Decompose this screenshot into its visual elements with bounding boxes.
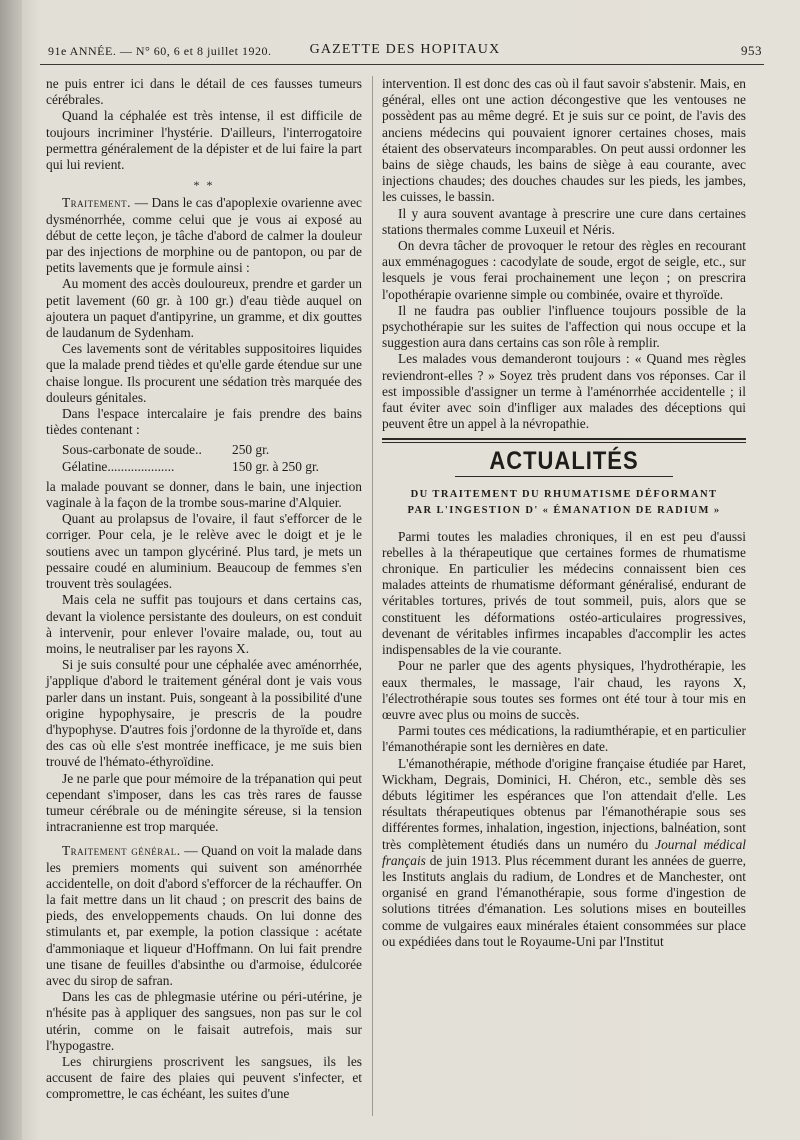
- article-title-line: PAR L'INGESTION D' « ÉMANATION DE RADIUM »: [407, 504, 721, 516]
- title-rule: [455, 476, 673, 477]
- issue-info: 91e ANNÉE. — N° 60, 6 et 8 juillet 1920.: [48, 44, 272, 58]
- page-number: 953: [741, 43, 762, 58]
- formula-line: [62, 442, 362, 458]
- paragraph: [46, 195, 362, 276]
- journal-name: Journal médical français: [382, 836, 746, 868]
- paragraph: Parmi toutes ces médications, la radiumthérapie, et en particulier l'émanothérapie sont les dernières en date.: [382, 723, 746, 755]
- paragraph: Pour ne parler que des agents physiques, l'hydrothérapie, les eaux thermales, le massage, l'air chaud, les rayons X, l'électrothérapie sous toutes ses formes ont été tour à tour mis en œuvre avec plus ou moins de succès.: [382, 658, 746, 722]
- formula-ingredient: Sous-carbonate de soude..: [62, 442, 202, 458]
- paragraph: Dans l'espace intercalaire je fais prendre des bains tièdes contenant :: [46, 406, 362, 438]
- treatment-heading: Traitement.: [62, 195, 132, 211]
- formula-ingredient: Gélatine....................: [62, 458, 175, 474]
- paragraph-text: — Dans le cas d'apoplexie ovarienne avec dysménorrhée, comme celui que je vous ai exposé au début de cette leçon, je tâche d'abord de calmer la douleur par des injections de morphine ou de pantopon, ou par de petits lavements que je formule ainsi :: [46, 195, 362, 276]
- article-title-line: DU TRAITEMENT DU RHUMATISME DÉFORMANT: [410, 488, 718, 500]
- section-stars: * *: [193, 178, 215, 193]
- right-column: [382, 76, 746, 950]
- paragraph: Dans les cas de phlegmasie utérine ou péri-utérine, je n'hésite pas à appliquer des sangsues, non pas sur le col utérin, comme on le faisait autrefois, mais sur l'hypogastre.: [46, 989, 362, 1053]
- formula-dose: 250 gr.: [232, 442, 270, 458]
- paragraph: Il y aura souvent avantage à prescrire une cure dans certaines stations thermales comme Luxeuil et Néris.: [382, 205, 746, 237]
- formula: [62, 442, 362, 474]
- paragraph-text: de juin 1913. Plus récemment durant les années de guerre, les Instituts anglais du radium, de Londres et de Manchester, ont organisé en grand l'émanothérapie, sous forme d'ingestion de solutions titrées d'émanation. Les solutions mises en bouteilles comme de vulgaires eaux minérales étaient consommées sur place ou expédiées dans tout le Royaume-Uni par l'Institut: [382, 852, 746, 949]
- left-column: [46, 76, 362, 1103]
- paragraph: intervention. Il est donc des cas où il faut savoir s'abstenir. Mais, en général, elles ont une action décongestive que les ventouses ne possèdent pas au même degré. Et je suis sur ce point, de l'avis des anciens médecins qui pouvaient ignorer certaines choses, mais étaient des observateurs incomparables. On peut aussi ordonner les bains de siège chauds, les bains de siège à eau courante, avec injections chaudes; des douches chaudes sur les pieds, les jambes, les cuisses, le bassin.: [382, 76, 746, 205]
- paragraph: Au moment des accès douloureux, prendre et garder un petit lavement (60 gr. à 100 gr.) d'eau tiède auquel on ajoutera un paquet d'antipyrine, un gramme, et dix gouttes de laudanum de Sydenham.: [46, 276, 362, 341]
- paragraph: On devra tâcher de provoquer le retour des règles en recourant aux emménagogues : cacodylate de soude, ergot de seigle, etc., sur lesquels je vous ferai prochainement une leçon ; on prescrira l'opothérapie ovarienne simple ou combinée, ovaire et thyroïde.: [382, 238, 746, 302]
- page-header: [48, 40, 762, 62]
- paragraph: Quant au prolapsus de l'ovaire, il faut s'efforcer de le corriger. Pour cela, je le relève avec le doigt et je le soutiens avec un tampon glycériné. Plus tard, je mets un pessaire coudé en aluminium. Beaucoup de femmes s'en trouvent très soulagées.: [46, 511, 362, 592]
- formula-dose: 150 gr. à 250 gr.: [232, 458, 320, 474]
- paragraph: Il ne faudra pas oublier l'influence toujours possible de la psychothérapie sur les suites de l'affection qui nous occupe et la suggestion aura dans certains cas son rôle à remplir.: [382, 302, 746, 351]
- paragraph: Quand la céphalée est très intense, il est difficile de toujours incriminer l'hystérie. D'ailleurs, l'interrogatoire permettra généralement de la dépister et de lui faire la part qui lui revient.: [46, 108, 362, 173]
- paragraph: Mais cela ne suffit pas toujours et dans certains cas, devant la violence persistante des douleurs, on est conduit à intervenir, pour enlever l'ovaire malade, ou, tout au moins, le neutraliser par les rayons X.: [46, 592, 362, 656]
- header-rule: [40, 64, 764, 65]
- paragraph: Les malades vous demanderont toujours : « Quand mes règles reviendront-elles ? » Soyez très prudent dans vos réponses. Car il est impossible d'assigner un terme à l'aménorrhée accidentelle ; il faut éviter avec soin d'infliger aux malades des déceptions qui peuvent être un appel à la névropathie.: [382, 351, 746, 432]
- paragraph: Ces lavements sont de véritables suppositoires liquides que la malade prend tièdes et qu'elle garde étendue sur une chaise longue. Ils procurent une sédation très marquée des douleurs génitales.: [46, 341, 362, 405]
- paragraph: Si je suis consulté pour une céphalée avec aménorrhée, j'applique d'abord le traitement général dont je vais vous parler dans un instant. Puis, songeant à la possibilité d'une origine hypophysaire, je prescris de la poudre d'hypophyse. D'autres fois j'ordonne de la thyroïde et, dans des cas où elle s'est montrée inefficace, je me suis bien trouvé de l'hémato-éthyroïdine.: [46, 657, 362, 770]
- paragraph: [46, 843, 362, 989]
- paragraph: la malade pouvant se donner, dans le bain, une injection vaginale à la façon de la trombe sous-marine d'Alquier.: [46, 478, 362, 511]
- paragraph: ne puis entrer ici dans le détail de ces fausses tumeurs cérébrales.: [46, 76, 362, 108]
- paragraph: Les chirurgiens proscrivent les sangsues, ils les accusent de faire des plaies qui peuvent s'infecter, et compromettre, le cas échéant, les suites d'une: [46, 1053, 362, 1102]
- section-title: ACTUALITÉS: [489, 446, 639, 476]
- formula-line: [62, 459, 362, 475]
- paragraph: [382, 756, 746, 950]
- journal-title: GAZETTE DES HOPITAUX: [309, 42, 501, 57]
- general-treatment-heading: Traitement général.: [62, 843, 181, 859]
- section-rule: [382, 438, 746, 443]
- paragraph: Parmi toutes les maladies chroniques, il en est peu d'aussi rebelles à la thérapeutique que certaines formes de rhumatisme chronique. En particulier les médecins connaissent bien ces malades atteints de rhumatisme déformant généralisé, endurant de véritables tortures, privés de tout sommeil, puis, alors que se constituent les déformations ostéo-articulaires progressives, devenant de véritables infirmes incapables d'accomplir les actes indispensables de la vie courante.: [382, 528, 746, 658]
- column-divider: [372, 76, 373, 1116]
- paragraph-text: L'émanothérapie, méthode d'origine française étudiée par Haret, Wickham, Degrais, Dominici, H. Chéron, etc., semble dès ses débuts légitimer les espérances que l'on attendait d'elle. Les résultats thérapeutiques obtenus par l'émanothérapie sous ses différentes formes, inhalation, ingestion, injections, balnéation, sont très complètement étudiés dans un numéro du: [382, 755, 746, 852]
- paragraph-text: — Quand on voit la malade dans les premiers moments qui suivent son aménorrhée accidentelle, on doit d'abord s'efforcer de la réchauffer. On la fait mettre dans un lit chaud ; on prescrit des bains de pieds, des enveloppements chauds. On lui donne des stimulants et, par exemple, la potion classique : acétate d'ammoniaque et liqueur d'Hoffmann. On lui fait prendre une tisane de feuilles d'absinthe ou d'armoise, édulcorée avec du sirop de safran.: [46, 843, 362, 988]
- paragraph: Je ne parle que pour mémoire de la trépanation qui peut cependant s'imposer, dans les cas très rares de fausse tumeur cérébrale ou de méningite séreuse, si la tension intracranienne est trop marquée.: [46, 770, 362, 835]
- article-title: [382, 487, 746, 519]
- binding-shadow: [0, 0, 22, 1140]
